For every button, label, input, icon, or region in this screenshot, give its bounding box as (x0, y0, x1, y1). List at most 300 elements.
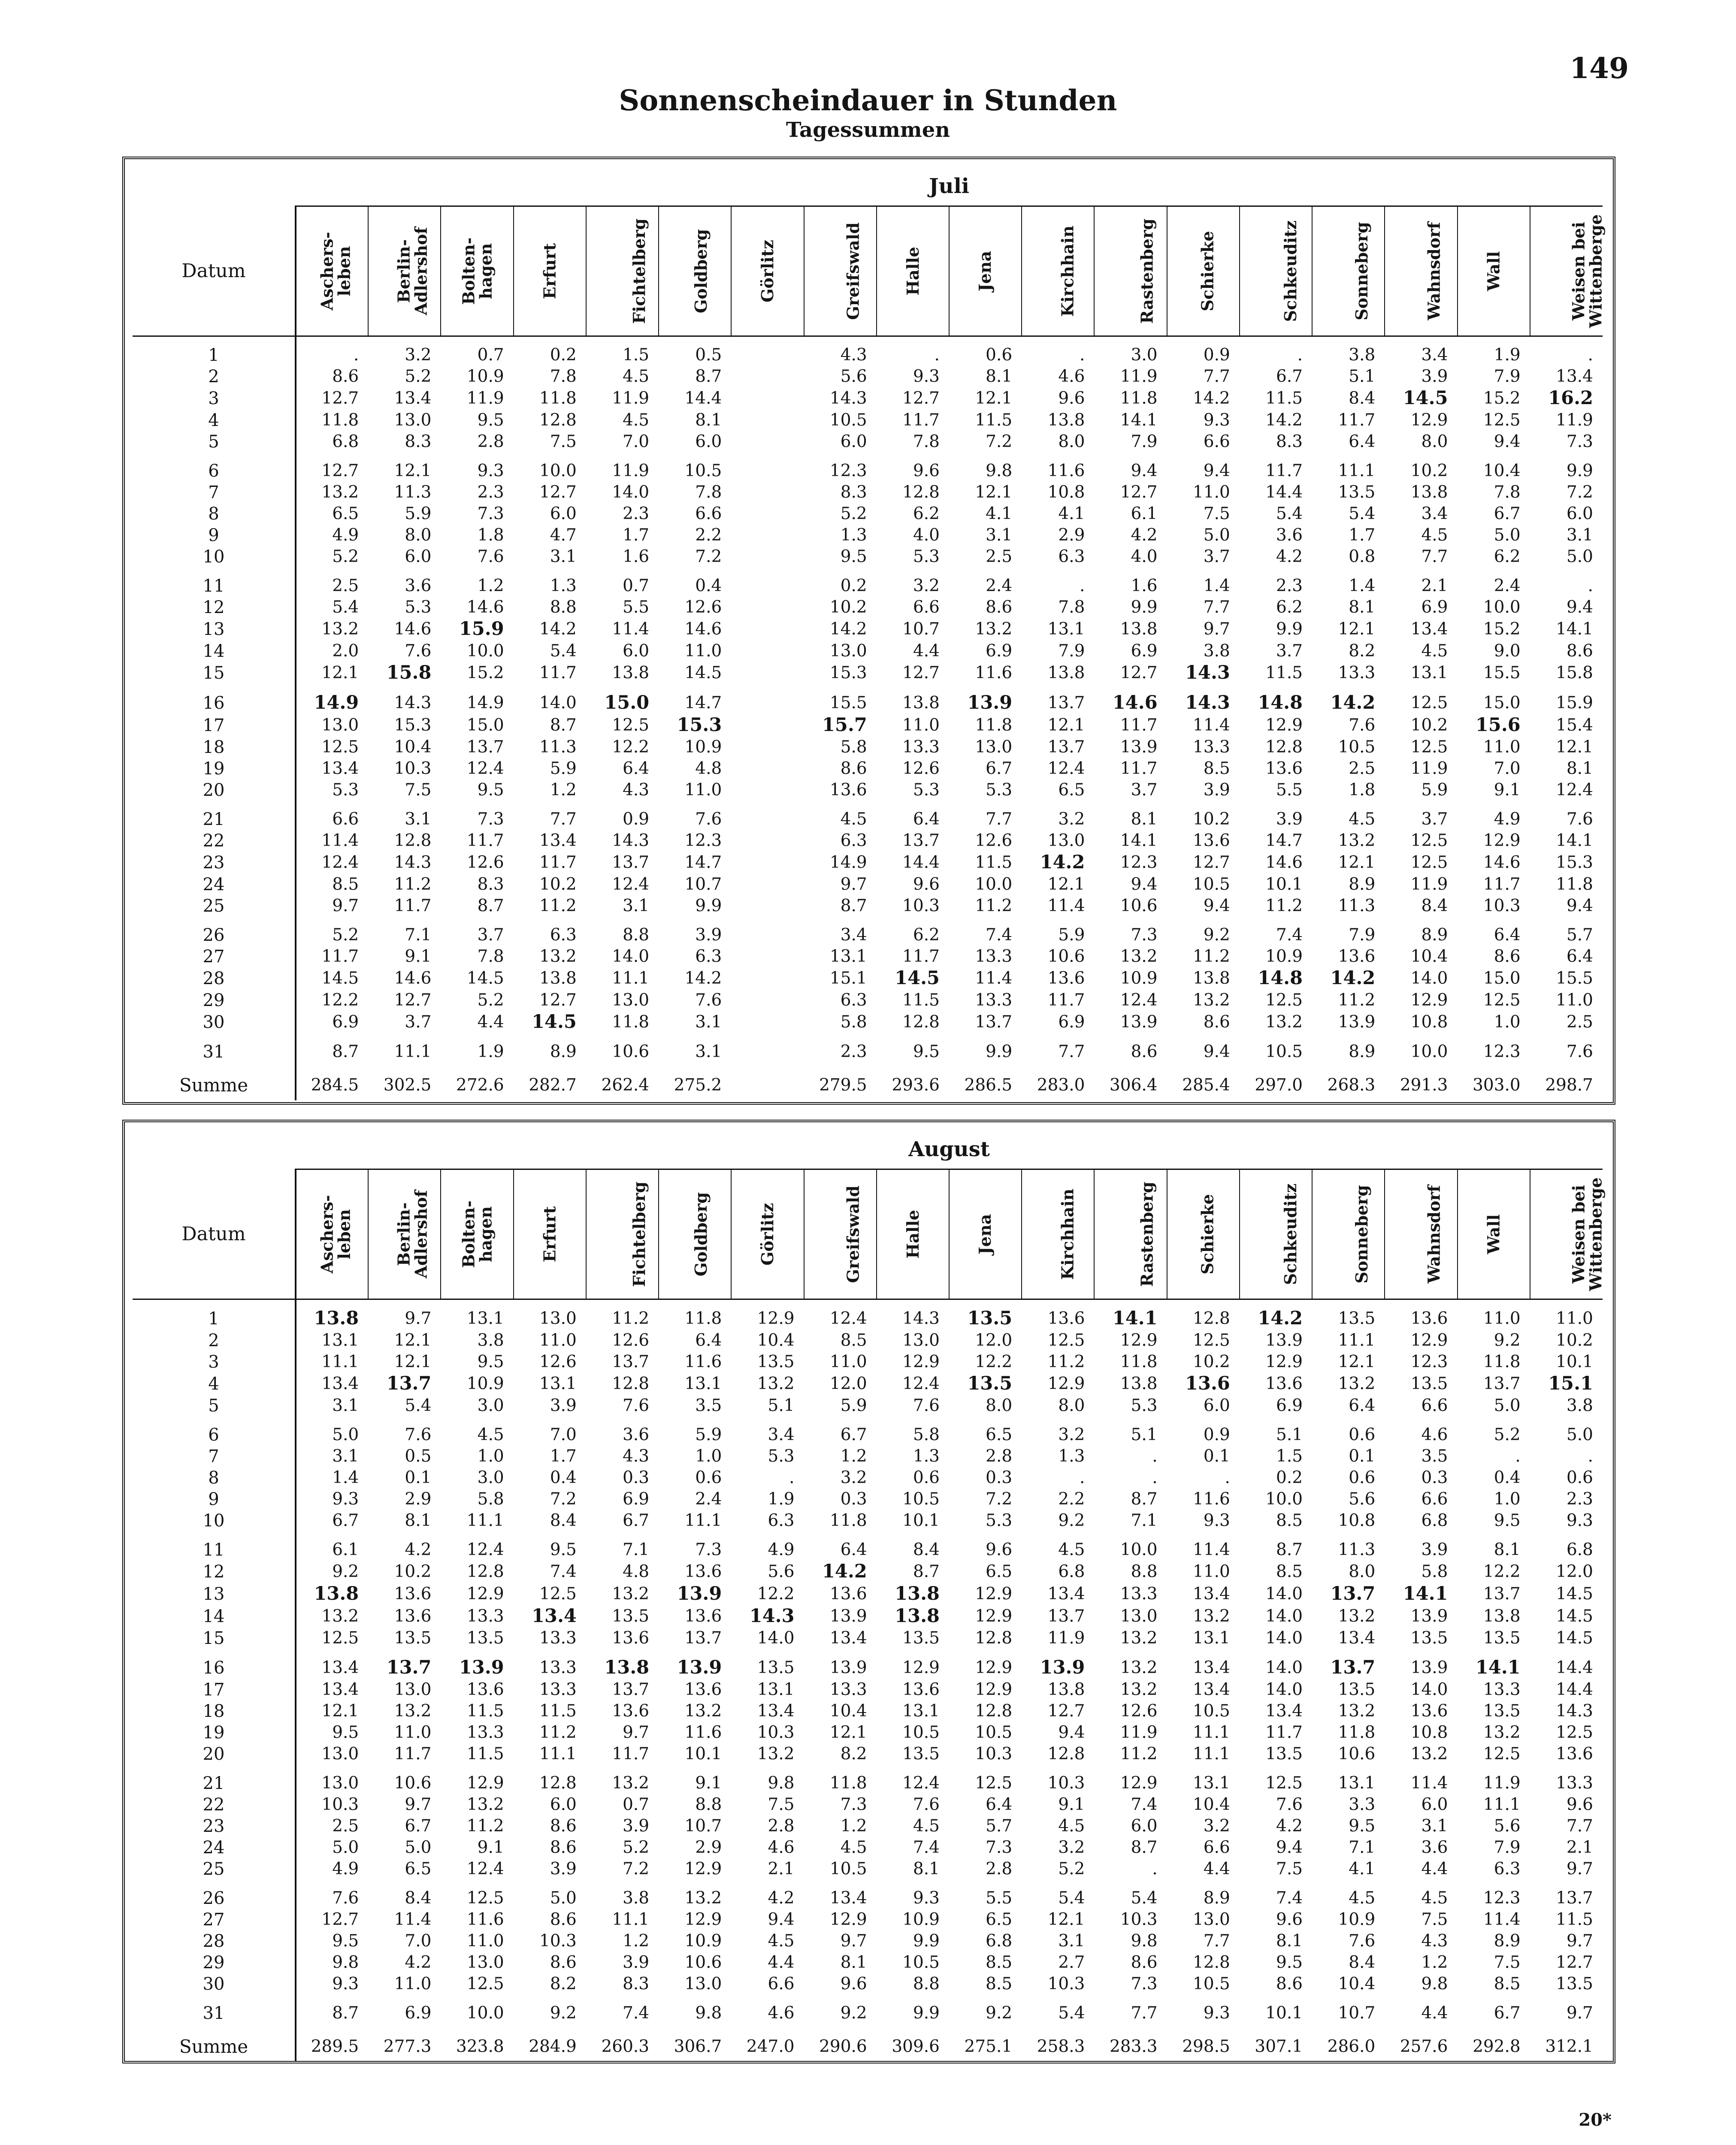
value-cell: 13.7 (975, 1012, 1013, 1032)
station-name: Bolten- hagen (459, 237, 496, 305)
date-cell: 27 (203, 1910, 225, 1930)
date-cell: 14 (203, 1607, 225, 1626)
value-cell: 15.3 (394, 716, 432, 735)
value-cell: 14.6 (1483, 853, 1521, 872)
value-cell: 13.8 (1047, 1680, 1085, 1699)
value-cell: 7.2 (695, 547, 722, 566)
value-cell: 8.1 (1566, 759, 1593, 778)
value-cell: 3.0 (1131, 345, 1158, 365)
value-cell: . (1080, 345, 1085, 365)
value-cell: 13.7 (466, 737, 504, 757)
value-cell: 0.4 (695, 576, 722, 595)
table-row (133, 1701, 1603, 1722)
date-cell: 22 (203, 1795, 225, 1815)
value-cell: 11.5 (1265, 663, 1303, 683)
value-cell: 12.5 (296, 737, 368, 758)
value-cell: 6.9 (296, 1011, 368, 1033)
value-cell (1240, 1299, 1312, 1330)
value-cell: 11.0 (394, 1974, 432, 1994)
value-cell: 11.7 (612, 1744, 650, 1764)
value-cell: 9.3 (1203, 1511, 1230, 1530)
value-cell: 10.8 (1410, 1723, 1448, 1742)
value-cell: 11.6 (1193, 1489, 1230, 1509)
value-cell: 1.6 (623, 547, 650, 566)
table-row (133, 1837, 1603, 1858)
value-cell: 1.0 (1494, 1489, 1521, 1509)
value-cell: 8.0 (1421, 432, 1448, 451)
value-cell: 13.4 (539, 831, 577, 850)
value-cell: 6.2 (913, 504, 940, 523)
value-cell: 12.1 (394, 1352, 432, 1372)
value-cell: 12.5 (1265, 1773, 1303, 1793)
value-cell: 4.2 (1131, 526, 1158, 545)
value-cell (731, 990, 804, 1011)
value-cell: 9.6 (840, 1974, 867, 1994)
value-cell: 12.7 (1047, 1701, 1085, 1721)
value-cell: 4.5 (1058, 1540, 1085, 1559)
station-name: Schierke (1198, 1194, 1217, 1275)
value-cell: 8.7 (296, 1033, 368, 1063)
value-cell: 14.0 (1265, 1584, 1303, 1604)
date-cell: 31 (203, 2003, 225, 2023)
value-cell: 9.9 (1276, 619, 1303, 639)
value-cell: 6.5 (986, 1425, 1013, 1444)
date-cell: 6 (208, 1425, 219, 1445)
date-cell: 1 (208, 1309, 219, 1329)
value-cell: 12.9 (1483, 831, 1521, 850)
value-cell: 9.2 (986, 2003, 1013, 2023)
date-cell: 9 (208, 1489, 219, 1509)
value-cell: 4.9 (296, 525, 368, 546)
value-cell: 8.0 (1349, 1562, 1376, 1581)
value-cell (1167, 1373, 1240, 1395)
value-cell: 9.6 (986, 1540, 1013, 1559)
value-cell: 13.2 (296, 1605, 368, 1628)
value-cell: 10.6 (684, 1953, 722, 1972)
value-cell (1530, 1373, 1603, 1395)
value-cell: 14.2 (539, 619, 577, 639)
date-cell: 3 (208, 389, 219, 408)
value-cell: 6.0 (1131, 1816, 1158, 1836)
value-cell: 14.1 (1556, 619, 1593, 639)
value-cell: 7.0 (550, 1425, 577, 1444)
value-cell: 12.4 (466, 1859, 504, 1879)
value-cell: 6.8 (1058, 1562, 1085, 1581)
date-cell: 5 (208, 1396, 219, 1416)
value-cell: 6.4 (1566, 947, 1593, 966)
value-cell (731, 967, 804, 990)
value-cell: 14.5 (1556, 1607, 1593, 1626)
value-cell: 12.9 (466, 1584, 504, 1604)
value-cell: 9.9 (1566, 461, 1593, 480)
value-cell: 9.5 (296, 1722, 368, 1743)
value-cell: 10.9 (1265, 947, 1303, 966)
value-cell: 9.6 (913, 875, 940, 894)
value-cell: 12.8 (975, 1628, 1013, 1648)
value-cell: 1.2 (477, 576, 504, 595)
value-cell: 10.2 (539, 875, 577, 894)
value-cell: 8.9 (1349, 1042, 1376, 1061)
datum-column-header: Datum (133, 206, 296, 336)
value-cell: 13.3 (466, 1723, 504, 1742)
value-cell: 3.1 (405, 810, 432, 829)
station-column-header (441, 206, 513, 336)
value-cell: 13.5 (757, 1658, 795, 1677)
value-cell: 10.3 (757, 1723, 795, 1742)
value-cell: 5.7 (1566, 925, 1593, 945)
value-cell: 5.3 (913, 547, 940, 566)
value-cell: 13.4 (1338, 1628, 1376, 1648)
value-cell: 9.6 (1276, 1910, 1303, 1929)
value-cell: 13.6 (1265, 759, 1303, 778)
value-cell: 11.8 (1338, 1723, 1376, 1742)
value-cell: 1.8 (477, 526, 504, 545)
value-cell: 11.9 (1120, 367, 1158, 386)
value-cell: 13.5 (466, 1628, 504, 1648)
value-cell: 13.8 (1410, 483, 1448, 502)
value-cell: 2.5 (296, 1816, 368, 1837)
date-cell: 11 (203, 1540, 225, 1560)
value-cell: 12.9 (975, 1584, 1013, 1604)
value-cell: 1.3 (550, 576, 577, 595)
value-cell: 10.1 (1265, 875, 1303, 894)
value-cell: 13.6 (1265, 1374, 1303, 1393)
daily-maximum-value: 15.6 (1475, 714, 1521, 736)
value-cell: 7.6 (623, 1396, 650, 1415)
value-cell: 9.8 (296, 1952, 368, 1973)
value-cell: 14.2 (684, 969, 722, 988)
value-cell: 12.8 (539, 1773, 577, 1793)
value-cell (296, 1299, 368, 1330)
sum-cell: 275.1 (964, 2037, 1013, 2056)
value-cell: 13.3 (1338, 663, 1376, 683)
value-cell: 10.4 (1483, 461, 1521, 480)
value-cell: 9.4 (1058, 1723, 1085, 1742)
table-row (133, 1858, 1603, 1880)
value-cell: 13.3 (539, 1680, 577, 1699)
value-cell: 4.3 (623, 780, 650, 800)
value-cell: 6.2 (1494, 547, 1521, 566)
sum-cell: 306.4 (1109, 1076, 1158, 1095)
value-cell (731, 946, 804, 967)
value-cell: 4.6 (1421, 1425, 1448, 1444)
value-cell: 3.2 (840, 1468, 867, 1487)
daily-maximum-value: 13.9 (677, 1657, 722, 1678)
value-cell: 11.2 (1265, 896, 1303, 915)
value-cell: 7.6 (1276, 1795, 1303, 1814)
sum-cell: 298.7 (1545, 1076, 1593, 1095)
value-cell: 12.9 (1410, 991, 1448, 1010)
value-cell: 11.0 (466, 1931, 504, 1951)
value-cell: 9.6 (1566, 1795, 1593, 1814)
value-cell: 3.8 (1566, 1396, 1593, 1415)
date-cell: 19 (203, 1723, 225, 1743)
value-cell (368, 1373, 441, 1395)
value-cell: 9.2 (1203, 925, 1230, 945)
value-cell: 5.9 (550, 759, 577, 778)
date-cell: 7 (208, 1447, 219, 1466)
table-row (133, 1995, 1603, 2024)
value-cell: 9.7 (405, 1795, 432, 1814)
value-cell: 5.6 (1494, 1816, 1521, 1836)
value-cell: 13.2 (296, 618, 368, 640)
value-cell: 4.6 (768, 1838, 795, 1857)
sum-label: Summe (179, 2036, 248, 2057)
value-cell (1094, 1299, 1167, 1330)
value-cell: 8.6 (1494, 947, 1521, 966)
footer-signature-mark: 20* (1579, 2110, 1612, 2130)
value-cell: 13.6 (1338, 947, 1376, 966)
daily-maximum-value: 14.1 (1112, 1308, 1158, 1329)
table-row (133, 1330, 1603, 1351)
value-cell: 13.2 (612, 1584, 650, 1604)
station-name: Halle (903, 1210, 922, 1259)
value-cell: . (1588, 345, 1593, 365)
value-cell (659, 1583, 731, 1605)
value-cell: 13.9 (1265, 1331, 1303, 1350)
date-cell: 11 (203, 576, 225, 596)
table-row (133, 779, 1603, 801)
value-cell: 3.8 (1203, 641, 1230, 661)
sum-row (133, 2024, 1603, 2062)
daily-maximum-value: 13.7 (386, 1373, 432, 1394)
value-cell: 13.5 (612, 1607, 650, 1626)
value-cell: 7.5 (1203, 504, 1230, 523)
value-cell: 5.2 (477, 991, 504, 1010)
value-cell: 13.0 (466, 1953, 504, 1972)
value-cell (731, 1011, 804, 1033)
table-row (133, 1722, 1603, 1743)
date-cell: 30 (203, 1974, 225, 1994)
value-cell: 5.9 (840, 1396, 867, 1415)
value-cell: 4.5 (1421, 1888, 1448, 1908)
value-cell: 6.1 (296, 1532, 368, 1561)
value-cell: 10.5 (902, 1953, 940, 1972)
value-cell: 6.7 (623, 1511, 650, 1530)
value-cell: 8.9 (1494, 1931, 1521, 1951)
value-cell: 8.5 (1494, 1974, 1521, 1994)
station-column-header (1530, 1169, 1606, 1299)
value-cell: 7.7 (1203, 1931, 1230, 1951)
value-cell: 11.8 (539, 389, 577, 408)
value-cell: 8.1 (986, 367, 1013, 386)
value-cell: 6.4 (1349, 1396, 1376, 1415)
table-row (133, 917, 1603, 946)
value-cell: 13.2 (1338, 1374, 1376, 1393)
value-cell: 3.9 (1421, 367, 1448, 386)
value-cell (804, 714, 877, 737)
daily-maximum-value: 14.3 (1185, 662, 1230, 683)
station-name: Sonneberg (1352, 222, 1371, 320)
value-cell: 10.7 (684, 875, 722, 894)
value-cell: 8.1 (405, 1511, 432, 1530)
sum-cell: 292.8 (1473, 2037, 1521, 2056)
value-cell: 13.0 (684, 1974, 722, 1994)
daily-maximum-value: 13.7 (386, 1657, 432, 1678)
value-cell: 3.1 (695, 1012, 722, 1032)
value-cell: 5.8 (477, 1489, 504, 1509)
value-cell: 13.1 (539, 1374, 577, 1393)
value-cell: 11.9 (1120, 1723, 1158, 1742)
value-cell: 3.1 (550, 547, 577, 566)
value-cell: 9.7 (405, 1309, 432, 1328)
value-cell: 2.2 (695, 526, 722, 545)
value-cell: 12.8 (1193, 1309, 1230, 1328)
value-cell: 0.6 (913, 1468, 940, 1487)
value-cell: 3.7 (1276, 641, 1303, 661)
table-row (133, 546, 1603, 568)
value-cell: 13.8 (539, 969, 577, 988)
value-cell: 4.5 (913, 1816, 940, 1836)
station-name: Greifswald (843, 1185, 863, 1283)
date-cell: 14 (203, 641, 225, 661)
value-cell: 12.1 (1338, 619, 1376, 639)
value-cell: 3.6 (623, 1425, 650, 1444)
value-cell: 11.6 (1047, 461, 1085, 480)
date-cell: 18 (203, 1701, 225, 1721)
value-cell: . (789, 1468, 795, 1487)
value-cell: 9.5 (1349, 1816, 1376, 1836)
value-cell: 9.8 (986, 461, 1013, 480)
value-cell: 9.5 (840, 547, 867, 566)
value-cell: 3.2 (405, 345, 432, 365)
station-name: Schkeuditz (1281, 1183, 1300, 1285)
value-cell: 8.3 (623, 1974, 650, 1994)
value-cell: 9.2 (1058, 1511, 1085, 1530)
value-cell: 8.7 (840, 896, 867, 915)
value-cell: 2.4 (695, 1489, 722, 1509)
value-cell: 13.0 (296, 714, 368, 737)
value-cell: 11.8 (612, 1012, 650, 1032)
value-cell: 9.3 (296, 1489, 368, 1510)
value-cell: 10.9 (466, 367, 504, 386)
value-cell: 9.4 (1566, 598, 1593, 617)
value-cell: 12.5 (466, 1974, 504, 1994)
table-row (133, 1011, 1603, 1033)
value-cell: 13.2 (1338, 1701, 1376, 1721)
value-cell: 12.9 (902, 1352, 940, 1372)
value-cell: 14.0 (1410, 1680, 1448, 1699)
table-row (133, 597, 1603, 618)
value-cell: 6.8 (1421, 1511, 1448, 1530)
value-cell: 7.6 (405, 641, 432, 661)
value-cell: 10.1 (1556, 1352, 1593, 1372)
value-cell: 13.3 (902, 737, 940, 757)
station-column-header (877, 206, 949, 336)
value-cell (731, 640, 804, 662)
sum-cell: 290.6 (819, 2037, 867, 2056)
table-row (133, 1649, 1603, 1679)
value-cell: 10.9 (1120, 969, 1158, 988)
value-cell: 4.2 (405, 1540, 432, 1559)
value-cell: 4.5 (840, 810, 867, 829)
value-cell (877, 1605, 949, 1628)
value-cell: 0.1 (405, 1468, 432, 1487)
table-row (133, 1605, 1603, 1628)
station-name: Goldberg (691, 229, 711, 314)
station-column-header (804, 1169, 877, 1299)
value-cell: 12.6 (466, 853, 504, 872)
value-cell: 8.6 (1566, 641, 1593, 661)
page-title: Sonnenscheindauer in Stunden (619, 84, 1117, 117)
value-cell: 7.6 (695, 991, 722, 1010)
value-cell: 10.9 (1338, 1910, 1376, 1929)
value-cell: 9.1 (405, 947, 432, 966)
value-cell: 12.6 (902, 759, 940, 778)
value-cell: 11.5 (466, 1701, 504, 1721)
value-cell: 0.4 (550, 1468, 577, 1487)
value-cell: 13.0 (1120, 1607, 1158, 1626)
station-name: Kirchhain (1058, 1188, 1077, 1280)
value-cell: 13.5 (1338, 483, 1376, 502)
value-cell: 8.2 (550, 1974, 577, 1994)
value-cell: 11.9 (612, 461, 650, 480)
value-cell: 13.6 (829, 1584, 867, 1604)
value-cell: 1.2 (840, 1447, 867, 1466)
value-cell: 2.8 (986, 1859, 1013, 1879)
value-cell: 13.2 (1338, 1607, 1376, 1626)
table-row (133, 1952, 1603, 1973)
value-cell: 13.1 (1193, 1628, 1230, 1648)
value-cell: 13.4 (1193, 1658, 1230, 1677)
value-cell: 12.5 (1483, 1744, 1521, 1764)
value-cell: 6.8 (296, 431, 368, 453)
value-cell: 11.9 (1410, 875, 1448, 894)
value-cell: 12.5 (1483, 991, 1521, 1010)
daily-maximum-value: 14.2 (822, 1561, 867, 1582)
value-cell: 14.9 (829, 853, 867, 872)
value-cell: 15.5 (1556, 969, 1593, 988)
value-cell: 10.1 (684, 1744, 722, 1764)
value-cell: 12.1 (296, 1701, 368, 1722)
value-cell: 7.5 (405, 780, 432, 800)
value-cell: 10.5 (975, 1723, 1013, 1742)
value-cell: 11.0 (1193, 483, 1230, 502)
value-cell: 8.3 (405, 432, 432, 451)
date-cell: 23 (203, 853, 225, 873)
value-cell: 11.7 (394, 1744, 432, 1764)
value-cell: 12.3 (1410, 1352, 1448, 1372)
panel-august (122, 1120, 1615, 2063)
value-cell: 3.2 (1058, 1838, 1085, 1857)
date-cell: 21 (203, 1773, 225, 1793)
value-cell: 10.7 (1338, 2003, 1376, 2023)
value-cell: 8.5 (1276, 1562, 1303, 1581)
date-cell: 24 (203, 875, 225, 894)
value-cell: 3.2 (1058, 1425, 1085, 1444)
value-cell: 2.9 (405, 1489, 432, 1509)
value-cell (877, 967, 949, 990)
table-row (133, 967, 1603, 990)
value-cell: 11.2 (539, 1723, 577, 1742)
value-cell: 13.3 (539, 1628, 577, 1648)
value-cell: 13.7 (1047, 1607, 1085, 1626)
value-cell: 12.1 (1047, 1910, 1085, 1929)
value-cell: 7.9 (1349, 925, 1376, 945)
daily-maximum-value: 15.7 (822, 714, 867, 736)
value-cell: 13.6 (1556, 1744, 1593, 1764)
value-cell: 10.4 (1193, 1795, 1230, 1814)
value-cell: 7.2 (986, 1489, 1013, 1509)
date-cell: 19 (203, 759, 225, 779)
value-cell: 5.4 (1058, 1888, 1085, 1908)
value-cell: 13.0 (1193, 1910, 1230, 1929)
value-cell (731, 758, 804, 779)
value-cell: 12.4 (1120, 991, 1158, 1010)
value-cell: 12.4 (1047, 759, 1085, 778)
sum-cell: 279.5 (819, 1076, 867, 1095)
value-cell: 14.3 (902, 1309, 940, 1328)
